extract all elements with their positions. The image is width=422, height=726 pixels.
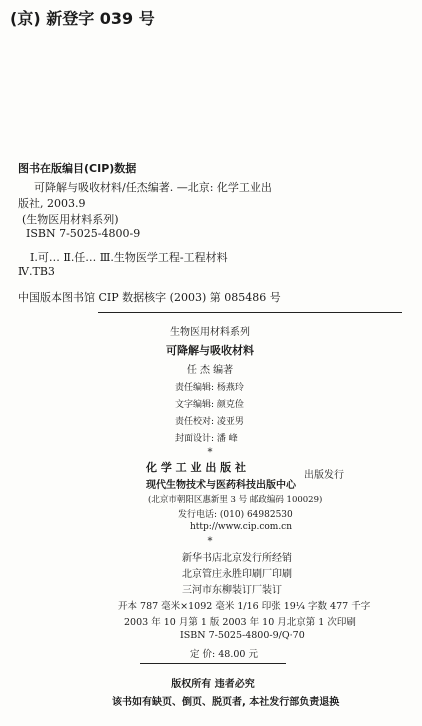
isbn: ISBN 7-5025-4800-9/Q·70 xyxy=(180,630,305,641)
publisher-center: 现代生物技术与医药科技出版中心 xyxy=(146,480,296,491)
price: 定 价: 48.00 元 xyxy=(190,649,258,660)
editor-role: 责任校对: xyxy=(175,417,215,427)
return-policy: 该书如有缺页、倒页、脱页者, 本社发行部负责退换 xyxy=(112,697,340,708)
editor-name: 潘 峰 xyxy=(216,434,238,444)
book-format: 开本 787 毫米×1092 毫米 1/16 印张 19¼ 字数 477 千字 xyxy=(118,601,371,612)
publisher-distributor-label: 出版发行 xyxy=(304,470,344,481)
series-name: 生物医用材料系列 xyxy=(170,327,250,338)
edition-info: 2003 年 10 月第 1 版 2003 年 10 月北京第 1 次印刷 xyxy=(124,617,356,628)
separator-star: * xyxy=(207,536,213,547)
divider xyxy=(98,312,402,313)
editor-name: 颜克俭 xyxy=(216,400,244,410)
editor-role: 文字编辑: xyxy=(175,400,215,410)
editor-name: 凌亚男 xyxy=(216,417,244,427)
publisher-url: http://www.cip.com.cn xyxy=(190,522,293,532)
publisher-phone: 发行电话: (010) 64982530 xyxy=(178,510,293,520)
divider xyxy=(140,663,286,664)
publisher-address: (北京市朝阳区惠新里 3 号 邮政编码 100029) xyxy=(148,495,323,505)
print-line: 三河市东柳装订厂装订 xyxy=(182,585,282,596)
cip-heading: 图书在版编目(CIP)数据 xyxy=(18,162,137,175)
cip-line: Ⅳ.TB3 xyxy=(18,265,55,278)
editor-role: 责任编辑: xyxy=(175,383,215,393)
cip-line: Ⅰ.可… Ⅱ.任… Ⅲ.生物医学工程-工程材料 xyxy=(30,251,228,264)
registration-code: (京) 新登字 039 号 xyxy=(10,9,155,28)
cip-line: (生物医用材料系列) xyxy=(22,213,119,226)
editor-row xyxy=(175,414,244,427)
print-line: 新华书店北京发行所经销 xyxy=(182,553,292,564)
cip-line: 可降解与吸收材料/任杰编著. —北京: 化学工业出 xyxy=(34,181,272,194)
editor-row xyxy=(175,397,244,410)
copyright-notice: 版权所有 违者必究 xyxy=(171,679,255,690)
separator-star: * xyxy=(207,447,213,458)
print-line: 北京管庄永胜印刷厂印刷 xyxy=(182,569,292,580)
book-title: 可降解与吸收材料 xyxy=(166,344,254,357)
cip-line: 版社, 2003.9 xyxy=(18,197,86,210)
editor-row xyxy=(175,431,238,444)
author: 任 杰 编著 xyxy=(186,365,234,376)
editor-name: 杨燕玲 xyxy=(216,383,244,393)
editor-row xyxy=(175,380,244,393)
cip-line: ISBN 7-5025-4800-9 xyxy=(26,227,141,240)
editor-role: 封面设计: xyxy=(175,434,215,444)
publisher-name: 化 学 工 业 出 版 社 xyxy=(146,461,246,474)
cip-library-record: 中国版本图书馆 CIP 数据核字 (2003) 第 085486 号 xyxy=(18,291,281,304)
